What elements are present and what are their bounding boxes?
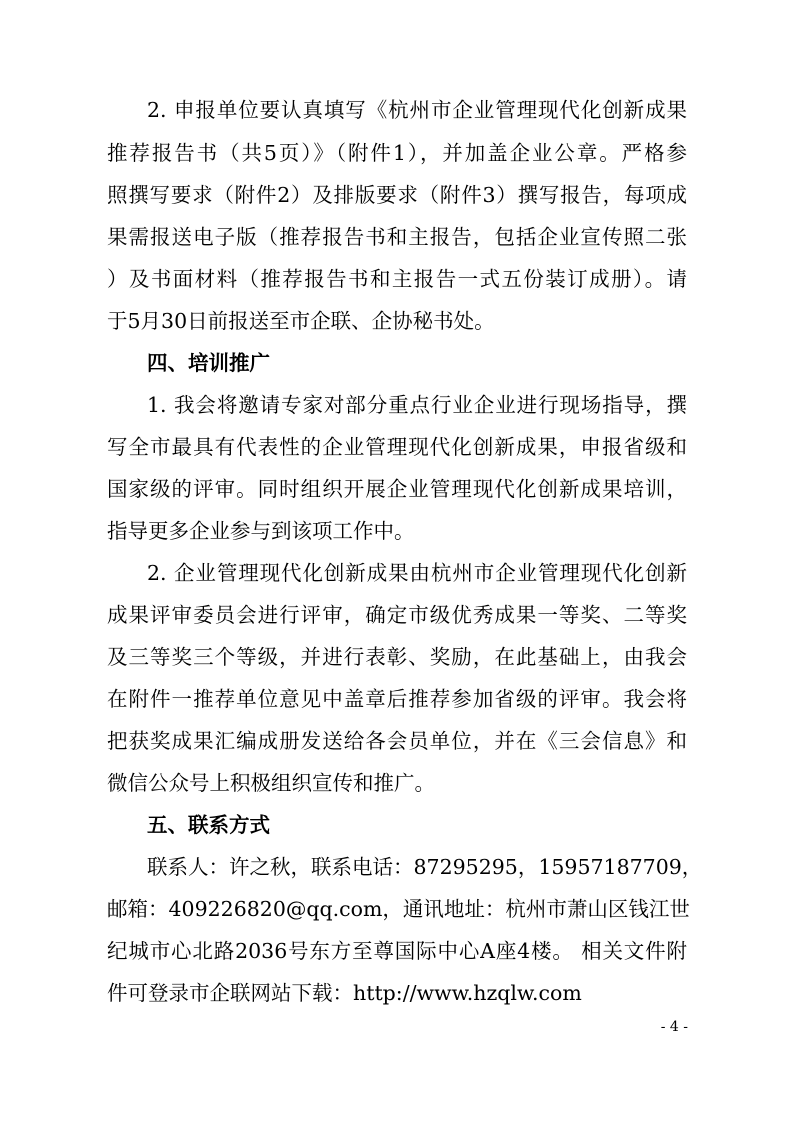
submit-paragraph-line-1: 2. 申报单位要认真填写《杭州市企业管理现代化创新成果 bbox=[147, 98, 687, 122]
page-number: - 4 - bbox=[660, 1019, 688, 1035]
training-paragraph2-line-2: 成果评审委员会进行评审，确定市级优秀成果一等奖、二等奖 bbox=[107, 603, 687, 627]
training-paragraph1-line-2: 写全市最具有代表性的企业管理现代化创新成果，申报省级和 bbox=[107, 435, 687, 459]
training-paragraph2-line-5: 把获奖成果汇编成册发送给各会员单位，并在《三会信息》和 bbox=[107, 729, 687, 753]
contact-line-3: 纪城市心北路2036号东方至尊国际中心A座4楼。 相关文件附 bbox=[107, 939, 687, 963]
section-contact-heading: 五、联系方式 bbox=[147, 813, 270, 837]
training-paragraph1-line-1: 1. 我会将邀请专家对部分重点行业企业进行现场指导，撰 bbox=[147, 393, 687, 417]
training-paragraph2-line-4: 在附件一推荐单位意见中盖章后推荐参加省级的评审。我会将 bbox=[107, 687, 687, 711]
submit-paragraph-line-3: 照撰写要求（附件2）及排版要求（附件3）撰写报告，每项成 bbox=[107, 183, 687, 207]
training-paragraph2-line-3: 及三等奖三个等级，并进行表彰、奖励，在此基础上，由我会 bbox=[107, 645, 687, 669]
training-paragraph2-line-6: 微信公众号上积极组织宣传和推广。 bbox=[107, 771, 435, 795]
submit-paragraph-line-2: 推荐报告书（共5页）》（附件1），并加盖企业公章。严格参 bbox=[107, 141, 687, 165]
training-paragraph2-line-1: 2. 企业管理现代化创新成果由杭州市企业管理现代化创新 bbox=[147, 561, 687, 585]
section-training-heading: 四、培训推广 bbox=[147, 351, 270, 375]
training-paragraph1-line-3: 国家级的评审。同时组织开展企业管理现代化创新成果培训， bbox=[107, 477, 687, 501]
contact-line-1: 联系人：许之秋，联系电话：87295295，15957187709， bbox=[147, 855, 703, 879]
submit-paragraph-line-4: 果需报送电子版（推荐报告书和主报告，包括企业宣传照二张 bbox=[107, 225, 687, 249]
contact-line-4: 件可登录市企联网站下载：http://www.hzqlw.com bbox=[107, 981, 582, 1005]
submit-paragraph-line-5: ）及书面材料（推荐报告书和主报告一式五份装订成册）。请 bbox=[107, 267, 687, 291]
contact-line-2: 邮箱：409226820@qq.com，通讯地址：杭州市萧山区钱江世 bbox=[107, 897, 690, 921]
submit-paragraph-line-6: 于5月30日前报送至市企联、企协秘书处。 bbox=[107, 309, 495, 333]
training-paragraph1-line-4: 指导更多企业参与到该项工作中。 bbox=[107, 519, 415, 543]
